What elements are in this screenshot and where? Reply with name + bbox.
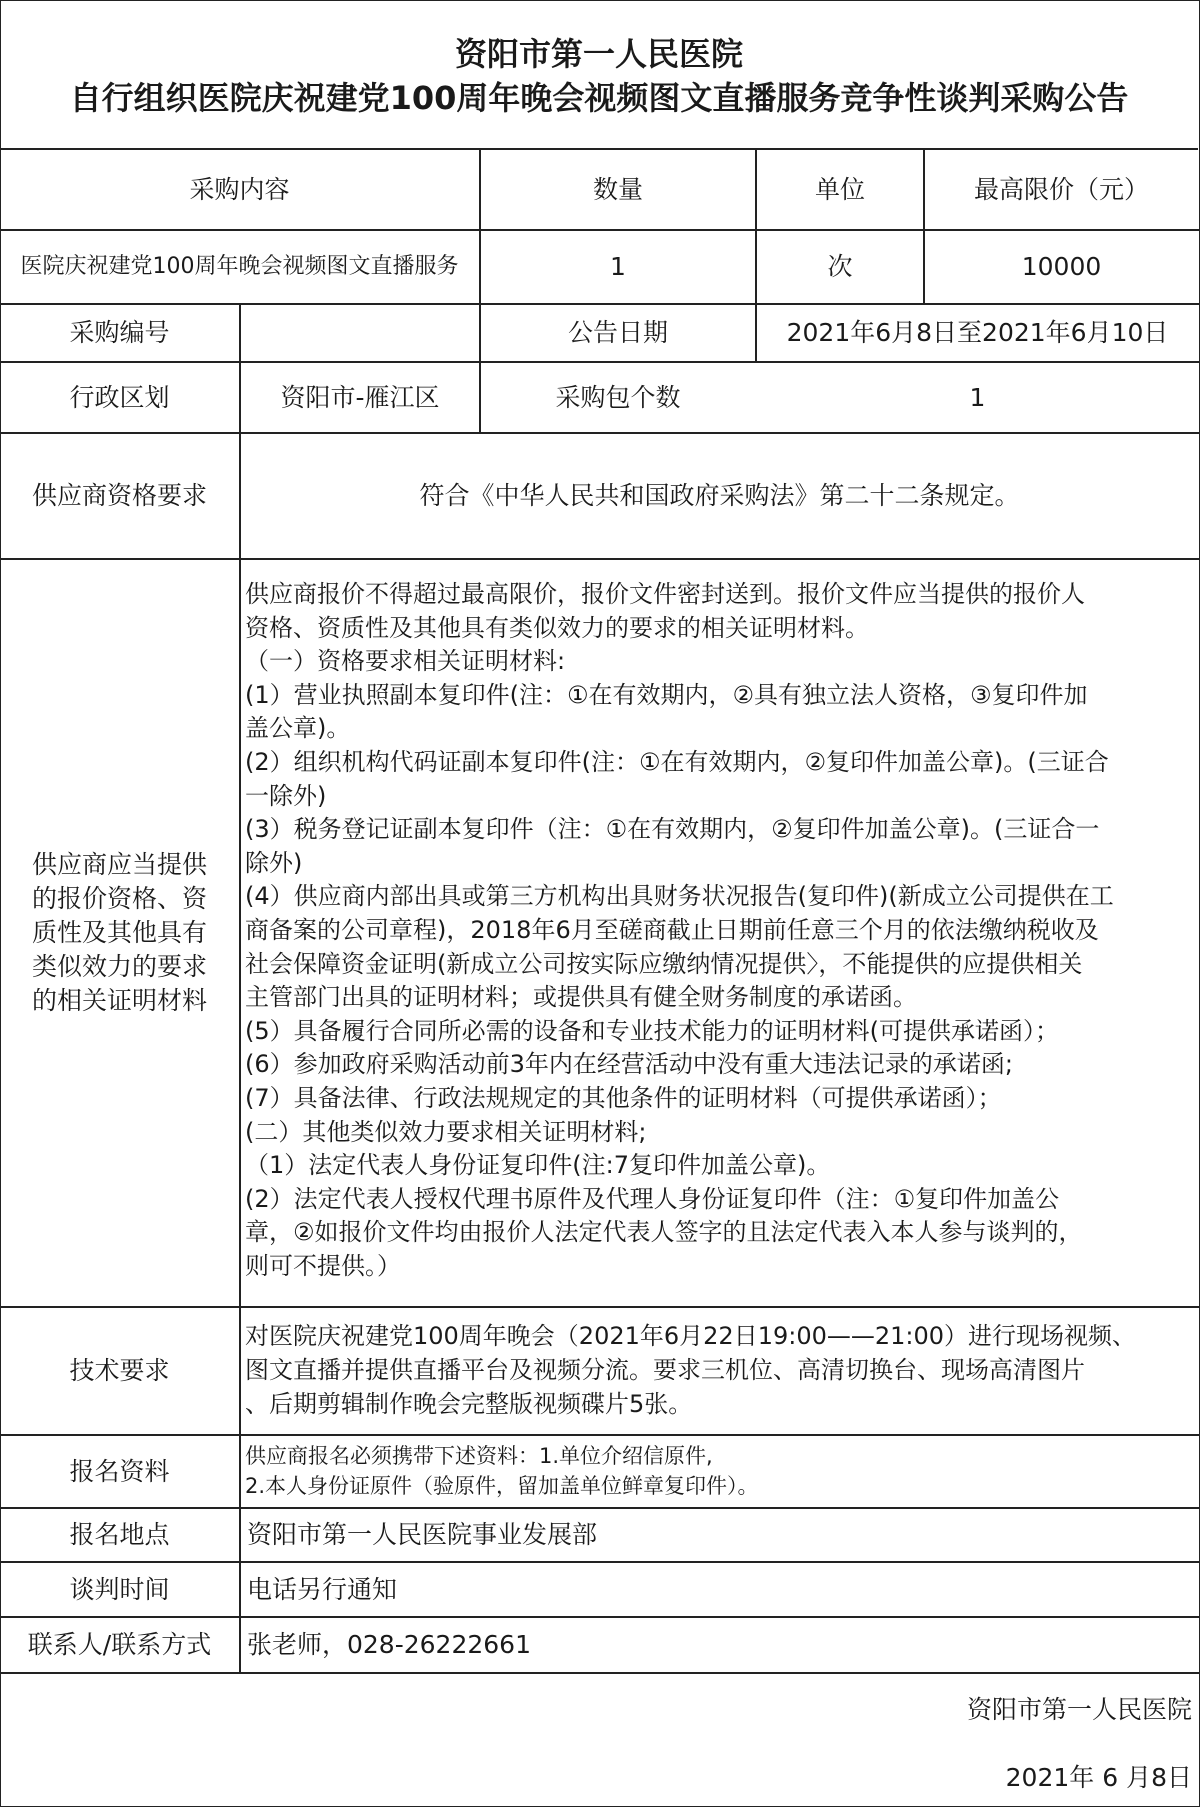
documents-line: （一）资格要求相关证明材料:	[245, 647, 566, 676]
documents-line: (3）税务登记证副本复印件（注：①在有效期内，②复印件加盖公章)。(三证合一	[245, 815, 1100, 844]
footer-org: 资阳市第一人民医院	[966, 1695, 1192, 1724]
documents-line: 一除外)	[245, 781, 327, 810]
item-unit: 次	[827, 252, 853, 281]
documents-line: (4）供应商内部出具或第三方机构出具财务状况报告(复印件)(新成立公司提供在工	[245, 882, 1114, 911]
documents-line: (5）具备履行合同所必需的设备和专业技术能力的证明材料(可提供承诺函）；	[245, 1016, 1059, 1045]
footer-date: 2021年 6 月8日	[1005, 1763, 1192, 1792]
time-label: 谈判时间	[69, 1574, 170, 1604]
documents-line: （1）法定代表人身份证复印件(注:7复印件加盖公章)。	[245, 1151, 831, 1180]
registration-line: 供应商报名必须携带下述资料：1.单位介绍信原件,	[245, 1444, 713, 1468]
documents-line: (2）法定代表人授权代理书原件及代理人身份证复印件（注：①复印件加盖公	[245, 1184, 1060, 1213]
tech-line: 、后期剪辑制作晚会完整版视频碟片5张。	[245, 1389, 693, 1418]
registration-materials	[245, 1441, 1195, 1501]
documents-line: 盖公章)。	[245, 714, 351, 743]
packages-value: 1	[969, 382, 986, 412]
header-unit: 单位	[814, 174, 865, 204]
documents-label: 供应商应当提供的报价资格、资质性及其他具有类似效力的要求的相关证明材料	[31, 850, 207, 1015]
qualification-value: 符合《中华人民共和国政府采购法》第二十二条规定。	[419, 481, 1020, 510]
documents-line: (6）参加政府采购活动前3年内在经营活动中没有重大违法记录的承诺函;	[245, 1050, 1013, 1079]
row-divider	[0, 1672, 1200, 1674]
documents-line: 社会保障资金证明(新成立公司按实际应缴纳情况提供〉，不能提供的应提供相关	[245, 949, 1083, 978]
contact-value: 张老师，028-26222661	[247, 1630, 531, 1659]
documents-line: 主管部门出具的证明材料；或提供具有健全财务制度的承诺函。	[245, 983, 917, 1012]
documents-line: (二）其他类似效力要求相关证明材料;	[245, 1117, 647, 1146]
time-value: 电话另行通知	[247, 1574, 398, 1604]
documents-line: (7）具备法律、行政法规规定的其他条件的证明材料（可提供承诺函）；	[245, 1083, 1002, 1112]
tech-label: 技术要求	[69, 1356, 170, 1385]
org-title: 资阳市第一人民医院	[454, 35, 743, 73]
item-content: 医院庆祝建党100周年晚会视频图文直播服务	[20, 254, 459, 279]
item-quantity: 1	[610, 252, 626, 281]
notice-date-label: 公告日期	[567, 318, 668, 347]
packages-label: 采购包个数	[555, 382, 681, 412]
header-max-price: 最高限价（元）	[973, 174, 1149, 204]
notice-title: 自行组织医院庆祝建党100周年晚会视频图文直播服务竞争性谈判采购公告	[69, 79, 1129, 117]
tech-line: 图文直播并提供直播平台及视频分流。要求三机位、高清切换台、现场高清图片	[245, 1355, 1085, 1384]
item-max-price: 10000	[1021, 252, 1102, 281]
registration-line: 2.本人身份证原件（验原件，留加盖单位鲜章复印件）。	[245, 1474, 759, 1498]
documents-line: 资格、资质性及其他具有类似效力的要求的相关证明材料。	[245, 613, 869, 642]
place-value: 资阳市第一人民医院事业发展部	[247, 1520, 598, 1549]
documents-line: 除外)	[245, 848, 303, 877]
region-label: 行政区划	[69, 382, 170, 412]
documents-line: (1）营业执照副本复印件(注：①在有效期内，②具有独立法人资格，③复印件加	[245, 680, 1088, 709]
place-label: 报名地点	[69, 1520, 170, 1549]
documents-line: (2）组织机构代码证副本复印件(注：①在有效期内，②复印件加盖公章)。(三证合	[245, 747, 1109, 776]
title-block	[0, 0, 1198, 150]
tech-requirements	[245, 1320, 1195, 1421]
region-value: 资阳市-雁江区	[280, 382, 440, 412]
tech-line: 对医院庆祝建党100周年晚会（2021年6月22日19:00——21:00）进行现场视频、	[245, 1322, 1137, 1350]
notice-date-value: 2021年6月8日至2021年6月10日	[786, 318, 1169, 347]
qualification-label: 供应商资格要求	[31, 481, 207, 510]
documents-line: 供应商报价不得超过最高限价，报价文件密封送到。报价文件应当提供的报价人	[245, 580, 1085, 608]
proc-no-value	[241, 305, 479, 361]
proc-no-label: 采购编号	[69, 318, 170, 347]
header-quantity: 数量	[592, 174, 643, 204]
documents-line: 商备案的公司章程)，2018年6月至磋商截止日期前任意三个月的依法缴纳税收及	[245, 915, 1099, 944]
documents-line: 则可不提供。）	[245, 1251, 401, 1280]
documents-line: 章，②如报价文件均由报价人法定代表人签字的且法定代表入本人参与谈判的，	[245, 1218, 1083, 1247]
header-content: 采购内容	[189, 174, 290, 204]
registration-label: 报名资料	[69, 1456, 170, 1486]
documents-requirements	[245, 578, 1195, 1283]
contact-label: 联系人/联系方式	[27, 1630, 212, 1659]
